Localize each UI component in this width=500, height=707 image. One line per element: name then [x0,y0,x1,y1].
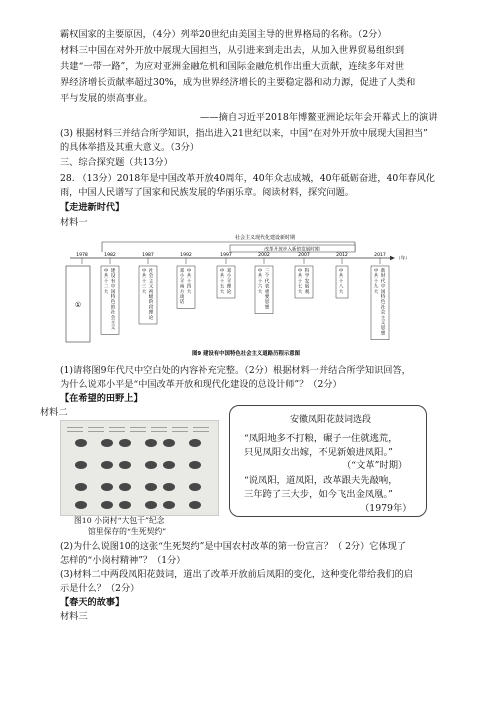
timeline-year: 1982 [104,253,116,258]
timeline-event-char: 八 [338,284,344,290]
timeline-event-char: 设 [110,274,116,280]
timeline-event-char: 初 [148,289,154,295]
timeline-event-char: 义 [110,326,116,332]
material-two-label: 材料二 [40,407,68,418]
timeline-event-char: 五 [219,284,225,290]
timeline-event-char: 代 [380,279,386,285]
timeline-figure [60,232,432,360]
timeline-event-char: 义 [380,321,386,326]
material-three-label: 材料三 [60,611,88,622]
timeline-event-char: 论 [148,315,154,321]
timeline-event-char: 谈 [179,295,185,300]
timeline-event-char: 级 [148,295,154,300]
timeline-event-char: 建 [110,269,116,274]
timeline-event-char: 展 [304,284,310,290]
timeline-event-char: 新 [380,269,386,274]
fingerprint-mark [101,483,113,491]
timeline-event-char: 邓 [179,269,185,274]
timeline-event-char: 大 [373,289,379,295]
timeline-event-char: 中 [257,269,263,274]
timeline-event-char: 共 [297,274,303,280]
handwriting-stroke [193,431,209,432]
timeline-event-char: 中 [103,269,109,274]
timeline-event-char: 大 [338,289,344,295]
timeline-event-char: 中 [110,284,116,290]
timeline-event-char: 中 [297,269,303,274]
timeline-event-char: 科 [304,269,310,274]
question-3-line: (3) 根据材料三并结合所学知识，指出进入21世纪以来，中国“在对外开放中展现大国担当” [60,128,428,139]
material-three-line: 材料三中国在对外开放中展现大国担当，从引进来到走出去，从加入世界贸易组织到 [60,45,404,56]
material-one-label: 材料一 [60,217,88,228]
question-28-line: 28. （13分）2018年是中国改革开放40周年，40年众志成城，40年砥砺奋进，40年春风化 [60,173,435,184]
timeline-event-char: 主 [110,321,116,326]
flower-drum-poem-box [229,405,427,517]
question-1-line: (1)请将图9年代尺中空白处的内容补充完整。（2分）根据材料一并结合所学知识回答， [60,365,411,376]
fingerprint-mark [75,461,87,469]
material-three-line: 平与发展的崇高事业。 [60,93,153,104]
timeline-event-char: 要 [264,295,270,300]
timeline-event-char: 共 [186,274,192,280]
fingerprint-mark [101,461,113,469]
timeline-event-char: 阶 [148,300,154,306]
fingerprint-mark [145,483,157,491]
timeline-event-char: 想 [264,305,270,311]
timeline-event-char: 思 [264,300,270,306]
timeline-event-char: 重 [264,289,270,295]
fingerprint-mark [119,501,131,509]
timeline-event-char: 共 [338,274,344,280]
fingerprint-mark [163,501,175,509]
fingerprint-mark [145,461,157,469]
figure-9-caption: 图9 建设有中国特色社会主义道路历程示意图 [191,351,301,357]
question-1-line: 为什么说邓小平是“中国改革开放和现代化建设的总设计师”？（2分） [60,379,342,390]
poem-line: 只见凤阳女出嫁，不见新娘进凤阳。” [244,447,393,458]
fingerprint-mark [75,501,87,509]
handwriting-stroke [130,427,146,428]
timeline-event-char: 社 [110,310,116,316]
timeline-event-char: 国 [380,289,386,295]
timeline-event-char: 共 [257,274,263,280]
timeline-event-char: 十 [297,279,303,285]
handwriting-stroke [88,427,104,428]
timeline-event-char: 社 [148,269,154,274]
timeline-event-char: 段 [148,305,154,311]
handwriting-stroke [151,431,167,432]
timeline-year: 1987 [142,253,154,258]
timeline-blank-marker: ① [74,301,82,309]
timeline-event-char: 代 [264,279,270,285]
timeline-event-char: 思 [380,326,386,332]
timeline-event-char: 四 [186,284,192,290]
timeline-event-char: 理 [148,310,154,316]
timeline-year: 1978 [76,253,88,258]
source-citation: ——摘自习近平2018年博鳌亚洲论坛年会开幕式上的演讲 [200,112,438,123]
timeline-sub-label: 改革开放步入新的发展时期 [264,247,320,253]
poem-period: （1979年） [360,503,412,514]
timeline-event-char: 平 [179,279,185,285]
timeline-event-char: 国 [110,289,116,295]
poem-line: 三年跨了三大步，如今飞出金凤凰。” [244,489,393,500]
handwriting-stroke [88,431,104,432]
fingerprint-mark [119,483,131,491]
timeline-event-char: 共 [103,274,109,280]
fingerprint-mark [145,501,157,509]
timeline-event-char: 个 [264,274,270,280]
timeline-event-char: 共 [373,274,379,280]
timeline-event-char: 大 [186,289,192,295]
timeline-event-char: 九 [373,284,379,290]
subheading-spring: 【春天的故事】 [60,597,125,608]
section-heading: 三、综合探究题（共13分） [60,157,173,168]
timeline-event-char: 七 [297,284,303,290]
timeline-event-char: 色 [110,300,116,306]
fingerprint-mark [75,439,87,447]
fingerprint-mark [119,439,131,447]
poem-line: “说凤阳，道凤阳，改革跟夫先敲响， [244,475,398,486]
poem-period: （“文革”时期） [342,460,408,471]
timeline-year: 2002 [258,253,270,258]
timeline-event-char: 主 [380,315,386,321]
timeline-event-char: 时 [380,274,386,280]
timeline-event-char: 十 [219,279,225,285]
timeline-event-char: 十 [373,279,379,285]
subheading-new-era: 【走进新时代】 [60,202,125,213]
handwriting-stroke [109,427,125,428]
timeline-event-char: 中 [380,284,386,290]
fingerprint-mark [145,439,157,447]
fingerprint-mark [163,483,175,491]
timeline-event-char: 理 [226,284,232,290]
timeline-event-char: 的 [110,305,116,311]
timeline-event-char: 观 [304,289,310,295]
poem-title: 安徽凤阳花鼓词选段 [290,415,372,425]
timeline-year: 2007 [298,253,310,258]
question-3b-line: 示是什么？（2分） [60,583,140,594]
timeline-event-char: 共 [141,274,147,280]
poem-line: “凤阳地多不打粮，碾子一住就逃荒， [244,433,398,444]
handwriting-stroke [109,431,125,432]
timeline-event-char: 三 [141,284,147,290]
timeline-year: 1992 [180,253,192,258]
timeline-event-char: 表 [264,284,270,290]
question-3-line: 的具体举措及其重大意义。（3分） [60,142,200,153]
timeline-event-char: 平 [226,279,232,285]
timeline-event-char: 中 [219,269,225,274]
question-3b-line: (3)材料二中两段凤阳花鼓词，道出了改革开放前后凤阳的变化，这种变化带给我们的启 [60,569,413,580]
timeline-top-label: 社会主义现代化建设新时期 [234,235,296,241]
timeline-year: 2017 [374,253,386,258]
handwriting-stroke [67,431,83,432]
timeline-event-char: 论 [226,289,232,295]
timeline-event-char: 二 [103,284,109,290]
timeline-event-char: 大 [297,289,303,295]
timeline-event-char: 三 [264,269,270,274]
handwriting-stroke [193,427,209,428]
timeline-event-char: 中 [141,269,147,274]
timeline-event-char: 社 [380,305,386,311]
timeline-event-char: 南 [179,284,185,290]
fingerprint-mark [119,461,131,469]
fingerprint-mark [101,501,113,509]
timeline-event-char: 六 [257,284,263,290]
timeline-event-char: 大 [141,289,147,295]
timeline-event-char: 色 [380,300,386,306]
handwriting-stroke [172,431,188,432]
timeline-event-char: 会 [110,315,116,321]
timeline-event-char: 十 [141,279,147,285]
question-2-line: 怎样的“小岗村精神”？（1分） [60,555,186,566]
question-28-line: 雨，中国人民谱写了国家和民族发展的华丽乐章。阅读材料，探究问题。 [60,187,354,198]
fingerprint-mark [75,483,87,491]
material-three-line: 界经济增长贡献率超过30%，成为世界经济增长的主要稳定器和动力源，促进了人类和 [60,77,416,88]
timeline-event-char: 小 [226,274,232,280]
timeline-event-char: 会 [148,274,154,280]
fingerprint-mark [163,439,175,447]
photo-caption: 馆里保存的“生死契约” [88,527,167,536]
timeline-event-char: 发 [304,279,310,285]
timeline-event-char: 特 [110,295,116,300]
fingerprint-mark [189,461,201,469]
timeline-event-char: 特 [380,295,386,300]
timeline-event-char: 有 [110,279,116,285]
timeline-event-char: 义 [148,284,154,290]
handwriting-stroke [172,427,188,428]
timeline-year-suffix: （年） [396,256,410,262]
timeline-event-char: 学 [304,274,310,280]
fingerprint-mark [189,439,201,447]
fingerprint-mark [163,461,175,469]
timeline-event-char: 中 [373,269,379,274]
fingerprint-mark [189,483,201,491]
timeline-event-char: 小 [179,274,185,280]
timeline-event-char: 十 [103,279,109,285]
contract-photo [60,420,219,516]
timeline-event-char: 主 [148,279,154,285]
handwriting-stroke [130,431,146,432]
handwriting-stroke [151,427,167,428]
timeline-event-char: 大 [219,289,225,295]
timeline-event-char: 想 [380,331,386,337]
timeline-event-char: 十 [257,279,263,285]
subheading-hope: 【在希望的田野上】 [60,393,143,404]
timeline-year: 2012 [336,253,348,258]
timeline-event-char: 共 [219,274,225,280]
question-2-line: (2)为什么说图10的这张“生死契约”是中国农村改革的第一份宣言？（ 2分）它体现了 [60,541,407,552]
timeline-event-char: 十 [338,279,344,285]
timeline-event-char: 会 [380,310,386,316]
timeline-event-char: 十 [186,279,192,285]
timeline-event-char: 大 [257,289,263,295]
timeline-year: 1997 [220,253,232,258]
timeline-event-char: 中 [338,269,344,274]
handwriting-stroke [67,427,83,428]
text-line: 霸权国家的主要原因，（4分）列举20世纪由美国主导的世界格局的名称。（2分） [60,29,387,40]
timeline-event-char: 方 [179,289,185,295]
timeline-event-char: 中 [186,269,192,274]
fingerprint-mark [101,439,113,447]
material-three-line: 共建“一带一路”，为应对亚洲金融危机和国际金融危机作出重大贡献，连续多年对世 [60,61,405,72]
timeline-event-char: 话 [179,300,185,306]
timeline-event-char: 邓 [226,269,232,274]
fingerprint-mark [189,501,201,509]
photo-caption: 图10 小岗村“大包干”纪念 [74,516,165,525]
timeline-event-char: 大 [103,289,109,295]
